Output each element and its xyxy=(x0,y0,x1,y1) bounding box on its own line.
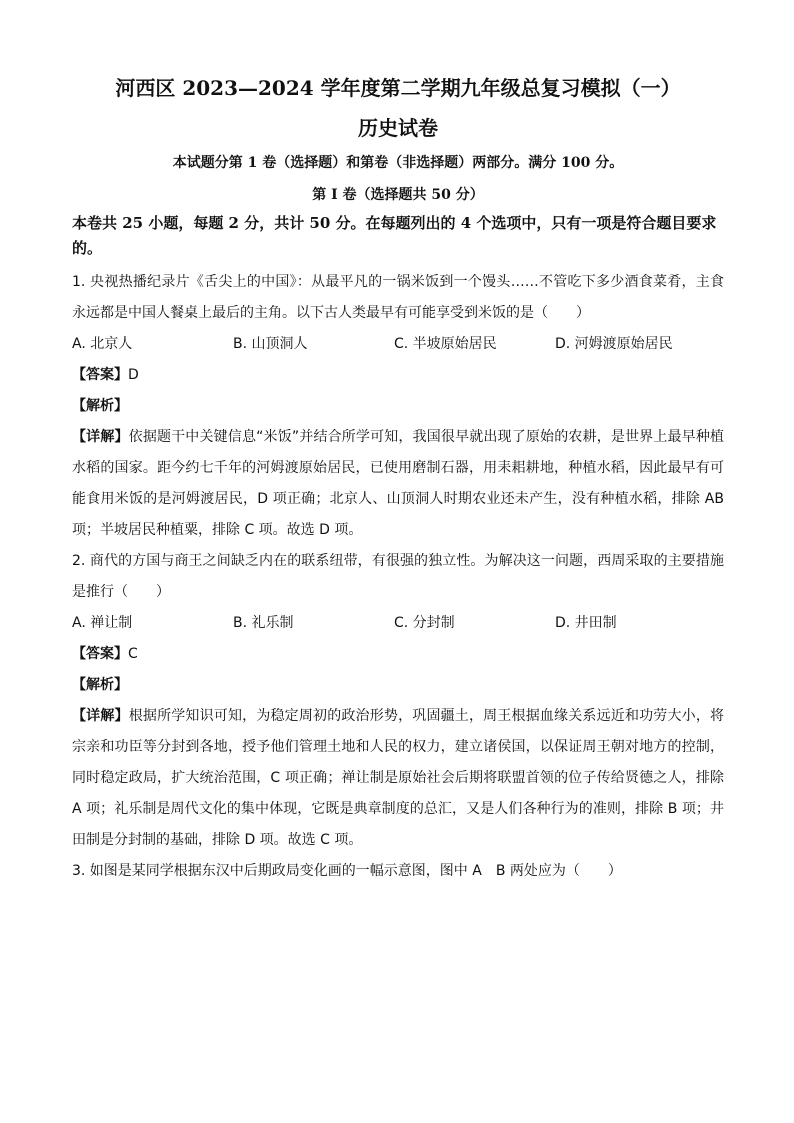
question-stem: 2. 商代的方国与商王之间缺乏内在的联系纽带，有很强的独立性。为解决这一问题，西周采取的主要措施是推行（ ） xyxy=(72,553,724,600)
question-1 xyxy=(72,267,724,546)
option-b: B. 礼乐制 xyxy=(233,615,294,631)
detail-label: 【详解】 xyxy=(72,708,129,724)
question-stem: 1. 央视热播纪录片《舌尖上的中国》：从最平凡的一锅米饭到一个馒头……不管吃下多少酒食菜肴，主食永远都是中国人餐桌上最后的主角。以下古人类最早有可能享受到米饭的是（ ） xyxy=(72,274,724,321)
answer-line xyxy=(72,360,724,391)
question-2 xyxy=(72,546,724,856)
answer-value: D xyxy=(128,367,139,383)
option-c: C. 半坡原始居民 xyxy=(394,336,497,352)
answer-value: C xyxy=(128,646,138,662)
option-c: C. 分封制 xyxy=(394,615,455,631)
answer-label: 【答案】 xyxy=(72,646,128,662)
detail-paragraph xyxy=(72,422,724,546)
answer-label: 【答案】 xyxy=(72,367,128,383)
exam-title: 河西区 2023—2024 学年度第二学期九年级总复习模拟（一） xyxy=(115,76,681,100)
option-d: D. 井田制 xyxy=(555,615,617,631)
option-list xyxy=(72,608,724,639)
detail-text: 依据题干中关键信息“米饭”并结合所学可知，我国很早就出现了原始的农耕，是世界上最早种植水稻的国家。距今约七千年的河姆渡原始居民，已使用磨制石器，用耒耜耕地，种植水稻，因此最早有可能食用米饭的是河姆渡居民，D 项正确；北京人、山顶洞人时期农业还未产生，没有种植水稻，排除 AB 项；半坡居民种植粟，排除 C 项。故选 D 项。 xyxy=(72,429,724,538)
part-heading: 第 I 卷（选择题共 50 分） xyxy=(312,187,484,203)
analysis-label: 【解析】 xyxy=(72,677,128,693)
analysis-label: 【解析】 xyxy=(72,398,128,414)
question-3 xyxy=(72,856,724,887)
exam-subtitle: 历史试卷 xyxy=(358,116,438,140)
option-list xyxy=(72,329,724,360)
option-b: B. 山顶洞人 xyxy=(233,336,308,352)
option-a: A. 北京人 xyxy=(72,336,133,352)
detail-paragraph xyxy=(72,701,724,856)
question-stem: 3. 如图是某同学根据东汉中后期政局变化画的一幅示意图，图中 A B 两处应为（ ） xyxy=(72,863,622,879)
option-a: A. 禅让制 xyxy=(72,615,133,631)
exam-intro: 本试题分第 1 卷（选择题）和第卷（非选择题）两部分。满分 100 分。 xyxy=(172,155,624,171)
instructions: 本卷共 25 小题，每题 2 分，共计 50 分。在每题列出的 4 个选项中，只有一项是符合题目要求的。 xyxy=(72,214,717,257)
answer-line xyxy=(72,639,724,670)
detail-label: 【详解】 xyxy=(72,429,129,445)
detail-text: 根据所学知识可知，为稳定周初的政治形势，巩固疆土，周王根据血缘关系远近和功劳大小，将宗亲和功臣等分封到各地，授予他们管理土地和人民的权力，建立诸侯国，以保证周王朝对地方的控制，同时稳定政局，扩大统治范围，C 项正确；禅让制是原始社会后期将联盟首领的位子传给贤德之人，排除 A 项；礼乐制是周代文化的集中体现，它既是典章制度的总汇，又是人们各种行为的准则，排除 B 项；井田制是分封制的基础，排除 D 项。故选 C 项。 xyxy=(72,708,725,848)
option-d: D. 河姆渡原始居民 xyxy=(555,336,673,352)
